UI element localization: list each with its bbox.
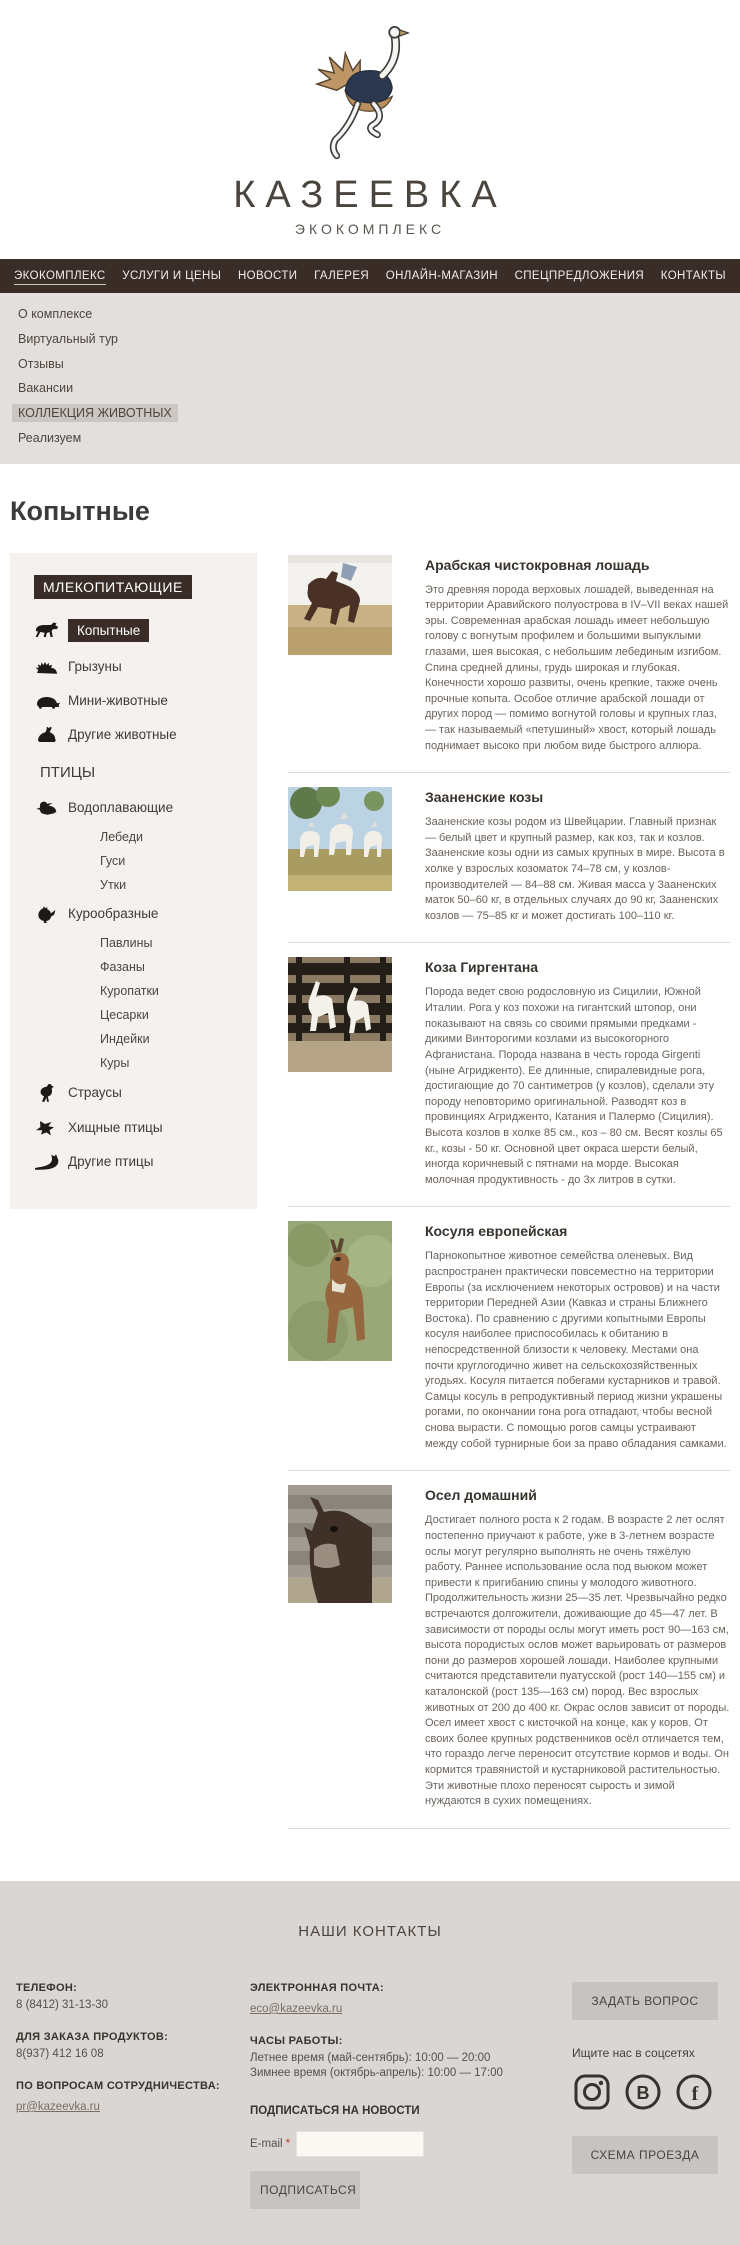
animal-description: Зааненские козы родом из Швейцарии. Главный признак — белый цвет и крупный размер, как коз, так и козлов. Зааненские козы одни из самых крупных в мире. Высота в холке у взрослых козоматок 74–78 см, у козлов-производителей — 84–88 см. Живая масса у Зааненских маток 50–60 кг, в отдельных случаях до 90 кг, Зааненских козлов — 75–85 кг и может достигать 100–110 кг. <box>425 816 725 922</box>
goats-photo <box>288 787 392 924</box>
ask-question-button[interactable]: ЗАДАТЬ ВОПРОС <box>572 1982 718 2020</box>
submenu-item-reviews[interactable] <box>0 352 740 377</box>
rabbit-icon <box>34 726 68 744</box>
sidebar-item-ostriches[interactable] <box>10 1075 257 1111</box>
submenu-item-about[interactable] <box>0 302 740 327</box>
nav-item-ecocomplex[interactable]: ЭКОКОМПЛЕКС <box>14 268 106 285</box>
sidebar-group-birds: ПТИЦЫ <box>40 763 96 781</box>
hours-winter: Зимнее время (октябрь-апрель): 10:00 — 17:00 <box>250 2066 503 2079</box>
animal-entry <box>288 1471 730 1829</box>
sidebar-item-birds-of-prey[interactable] <box>10 1111 257 1145</box>
animal-entry-body <box>425 1221 730 1452</box>
footer-info-column <box>250 1982 572 2209</box>
animal-name: Коза Гиргентана <box>425 959 539 976</box>
submenu-item-vacancies[interactable] <box>0 376 740 401</box>
nav-item-offers[interactable]: СПЕЦПРЕДЛОЖЕНИЯ <box>514 270 645 282</box>
submenu-item-animal-collection[interactable] <box>0 401 740 426</box>
animal-entry <box>288 943 730 1207</box>
nav-item-gallery[interactable]: ГАЛЕРЕЯ <box>314 270 370 282</box>
email-link[interactable]: eco@kazeevka.ru <box>250 2002 343 2015</box>
sidebar-item-waterfowl[interactable] <box>10 791 257 825</box>
subscribe-heading: ПОДПИСАТЬСЯ НА НОВОСТИ <box>250 2104 420 2117</box>
sidebar-item-mini-animals[interactable] <box>10 684 257 718</box>
sidebar-item-label: Грызуны <box>68 659 122 674</box>
porcupine-icon <box>34 658 68 676</box>
social-icons <box>572 2072 724 2112</box>
footer-heading: НАШИ КОНТАКТЫ <box>298 1922 442 1940</box>
sidebar-item-pheasants[interactable]: Фазаны <box>100 959 145 974</box>
sidebar-item-label: Страусы <box>68 1085 122 1100</box>
map-button[interactable]: СХЕМА ПРОЕЗДА <box>572 2136 718 2174</box>
nav-item-services[interactable]: УСЛУГИ И ЦЕНЫ <box>122 270 222 282</box>
submenu-item-realize[interactable] <box>0 426 740 451</box>
sidebar-item-label: Другие животные <box>68 727 177 742</box>
sidebar-item-other-birds[interactable] <box>10 1145 257 1179</box>
animal-list <box>288 553 730 1829</box>
sidebar-item-geese[interactable]: Гуси <box>100 853 126 868</box>
sidebar-group-mammals: МЛЕКОПИТАЮЩИЕ <box>34 575 192 599</box>
subscribe-button[interactable]: ПОДПИСАТЬСЯ <box>250 2171 360 2209</box>
sidebar-item-guinea-fowl[interactable]: Цесарки <box>100 1007 149 1022</box>
cooperation-label: ПО ВОПРОСАМ СОТРУДНИЧЕСТВА: <box>16 2079 220 2092</box>
sidebar-item-label: Курообразные <box>68 906 159 921</box>
facebook-letter: f <box>691 2082 699 2105</box>
animal-description: Это древняя порода верховых лошадей, выведенная на территории Аравийского полуострова в IV–VII веках нашей эры. Современная арабская лошадь имеет небольшую голову с вогнутым профилем и большими выпуклыми глазами, шея высокая, с небольшим лебединым изгибом. Спина средней длины, грудь широкая и глубокая. Конечности хорошо развиты, очень крепкие, также очень прочные копыта. Особое отличие арабской лошади от других пород — помимо вогнутой головы и крупных глаз, — так называемый «петушиный» хвост, который лошадь поднимает высоко при любом виде быстрого аллюра. <box>425 583 729 752</box>
hours-summer: Летнее время (май-сентябрь): 10:00 — 20:00 <box>250 2051 491 2064</box>
brand-subtitle: ЭКОКОМПЛЕКС <box>294 221 446 237</box>
footer-grid <box>0 1982 740 2209</box>
animal-name: Осел домашний <box>425 1487 537 1504</box>
vk-letter: В <box>636 2082 650 2103</box>
submenu-item-label: Реализуем <box>18 430 82 445</box>
submenu <box>0 293 740 464</box>
animal-entry-body <box>425 957 730 1188</box>
phone-value: 8 (8412) 31-13-30 <box>16 1998 109 2011</box>
email-field-label: E-mail <box>250 2137 283 2150</box>
sidebar-item-chickens[interactable]: Куры <box>100 1055 130 1070</box>
sidebar-item-ungulates[interactable] <box>10 611 257 650</box>
facebook-icon[interactable] <box>674 2072 714 2112</box>
instagram-icon[interactable] <box>572 2072 612 2112</box>
animal-entry <box>288 1207 730 1471</box>
hours-label: ЧАСЫ РАБОТЫ: <box>250 2034 343 2047</box>
email-label: ЭЛЕКТРОННАЯ ПОЧТА: <box>250 1981 384 1994</box>
nav-item-shop[interactable]: ОНЛАЙН-МАГАЗИН <box>385 270 498 282</box>
sidebar-item-ducks[interactable]: Утки <box>100 877 127 892</box>
phone-label: ТЕЛЕФОН: <box>16 1981 78 1994</box>
animal-entry <box>288 553 730 774</box>
footer-contacts-column <box>16 1982 250 2209</box>
horse-photo <box>288 555 392 755</box>
orders-label: ДЛЯ ЗАКАЗА ПРОДУКТОВ: <box>16 2030 169 2043</box>
sidebar-item-label: Копытные <box>68 619 149 642</box>
brand-title: КАЗЕЕВКА <box>233 174 507 216</box>
submenu-item-label: Отзывы <box>18 356 64 371</box>
site-header <box>0 0 740 259</box>
sidebar-item-partridges[interactable]: Куропатки <box>100 983 159 998</box>
duck-icon <box>34 799 68 817</box>
girgentana-photo <box>288 957 392 1188</box>
email-input[interactable] <box>296 2131 424 2157</box>
animal-categories-sidebar <box>10 553 257 1209</box>
animal-entry-body <box>425 555 730 755</box>
required-asterisk: * <box>285 2137 291 2150</box>
animal-entry-body <box>425 787 730 924</box>
subscribe-block <box>250 2105 572 2209</box>
email-field-row <box>250 2131 572 2157</box>
submenu-item-label: О комплексе <box>18 307 93 321</box>
sidebar-item-label: Другие птицы <box>68 1154 154 1169</box>
animal-entry-body <box>425 1485 730 1810</box>
peacock-icon <box>34 1153 68 1171</box>
animal-description: Парнокопытное животное семейства оленевых. Вид распространен практически повсеместно на территории Европы (за исключением некоторых островов) и на части территории Передней Азии (Кавказ и страны Ближнего Востока). По сравнению с другими копытными Европы косуля наиболее приспособилась к обитанию в непосредственной близости к человеку. Местами она почти круглогодично живет на сельскохозяйственных угодьях. Косуля питается побегами кустарников и травой. Самцы косуль в репродуктивный период жизни украшены рогами, по окончании гона рога отпадают, чтобы весной снова вырасти. С помощью рогов самцы устраивают между собой турнирные бои за право обладания самками. <box>425 1250 727 1450</box>
animal-name: Зааненские козы <box>425 789 544 806</box>
submenu-item-label: Виртуальный тур <box>18 331 118 346</box>
animal-description: Достигает полного роста к 2 годам. В возрасте 2 лет ослят постепенно приучают к работе, уже в 3-летнем возрасте ослы могут регулярно выполнять не очень тяжёлую работу. Раннее использование осла под вьюком может привести к пригибанию спины у молодого животного. Продолжительность жизни 25—35 лет. Чрезвычайно редко встречаются долгожители, доживающие до 45—47 лет. В зависимости от породы ослы могут иметь рост 90—163 см, высота породистых ослов может варьировать от размеров пони до размеров хорошей лошади. Наиболее крупными считаются представители пуатусской (рост 140—155 см) и каталонской (рост 135—163 см) пород. Вес взрослых животных от 200 до 400 кг. Окрас ослов зависит от породы. Осел имеет хвост с кисточкой на конце, как у коров. От своих более крупных родственников осёл отличается тем, что гораздо легче переносит отсутствие кормов и воды. Он кормится травянистой и кустарниковой растительностью. Эти животные плохо переносят сырость и зимой нуждаются в сухих помещениях. <box>425 1514 730 1808</box>
sidebar-item-label: Водоплавающие <box>68 800 174 815</box>
roe-deer-photo <box>288 1221 392 1452</box>
sidebar-item-swans[interactable]: Лебеди <box>100 829 143 844</box>
nav-item-news[interactable]: НОВОСТИ <box>237 270 298 282</box>
content <box>0 553 740 1829</box>
animal-description: Порода ведет свою родословную из Сицилии, Южной Италии. Рога у коз похожи на гигантский штопор, они показывают на связь со своими прямыми предками - дикими Винторогими козлами из высокогорного Афганистана. Порода названа в честь города Girgenti (ныне Агридженто). Ее длинные, спиралевидные рога, достигающие до 70 сантиметров (у козлов), сделали эту породу неповторимо оригинальной. Разводят коз в провинциях Агридженто, Катания и Палермо (Сицилия). Высота козлов в холке 85 см., коз – 80 см. Весят козлы 65 кг., козы - 50 кг. Основной цвет окраса шерсти белый, иногда коричневый с пятнами на морде. Высокая молочная продуктивность - до 3х литров в сутки. <box>425 986 723 1186</box>
hedgehog-icon <box>34 692 68 710</box>
sidebar-item-galliformes[interactable] <box>10 897 257 931</box>
logo <box>0 18 740 168</box>
horse-icon <box>34 621 68 639</box>
main-nav <box>0 259 740 293</box>
submenu-item-label: КОЛЛЕКЦИЯ ЖИВОТНЫХ <box>12 404 178 422</box>
page-title: Копытные <box>10 495 150 526</box>
vk-icon[interactable] <box>623 2072 663 2112</box>
orders-phone-value: 8(937) 412 16 08 <box>16 2047 104 2060</box>
rooster-icon <box>34 905 68 923</box>
sidebar-item-label: Мини-животные <box>68 693 168 708</box>
submenu-item-virtual-tour[interactable] <box>0 327 740 352</box>
nav-item-contacts[interactable]: КОНТАКТЫ <box>660 270 726 282</box>
sidebar-item-other-animals[interactable] <box>10 718 257 752</box>
footer-actions-column <box>572 1982 724 2209</box>
animal-name: Косуля европейская <box>425 1223 568 1240</box>
sidebar-item-label: Хищные птицы <box>68 1120 163 1135</box>
donkey-photo <box>288 1485 392 1810</box>
site-footer <box>0 1881 740 2245</box>
ostrich-icon <box>34 1083 68 1103</box>
ostrich-logo <box>295 20 445 168</box>
sidebar-item-rodents[interactable] <box>10 650 257 684</box>
cooperation-email-link[interactable]: pr@kazeevka.ru <box>16 2100 100 2113</box>
animal-entry <box>288 773 730 943</box>
eagle-icon <box>34 1119 68 1137</box>
social-hint: Ищите нас в соцсетях <box>572 2045 695 2060</box>
sidebar-item-turkeys[interactable]: Индейки <box>100 1031 150 1046</box>
animal-name: Арабская чистокровная лошадь <box>425 556 650 573</box>
sidebar-item-peacocks[interactable]: Павлины <box>100 935 153 950</box>
submenu-item-label: Вакансии <box>18 381 74 396</box>
